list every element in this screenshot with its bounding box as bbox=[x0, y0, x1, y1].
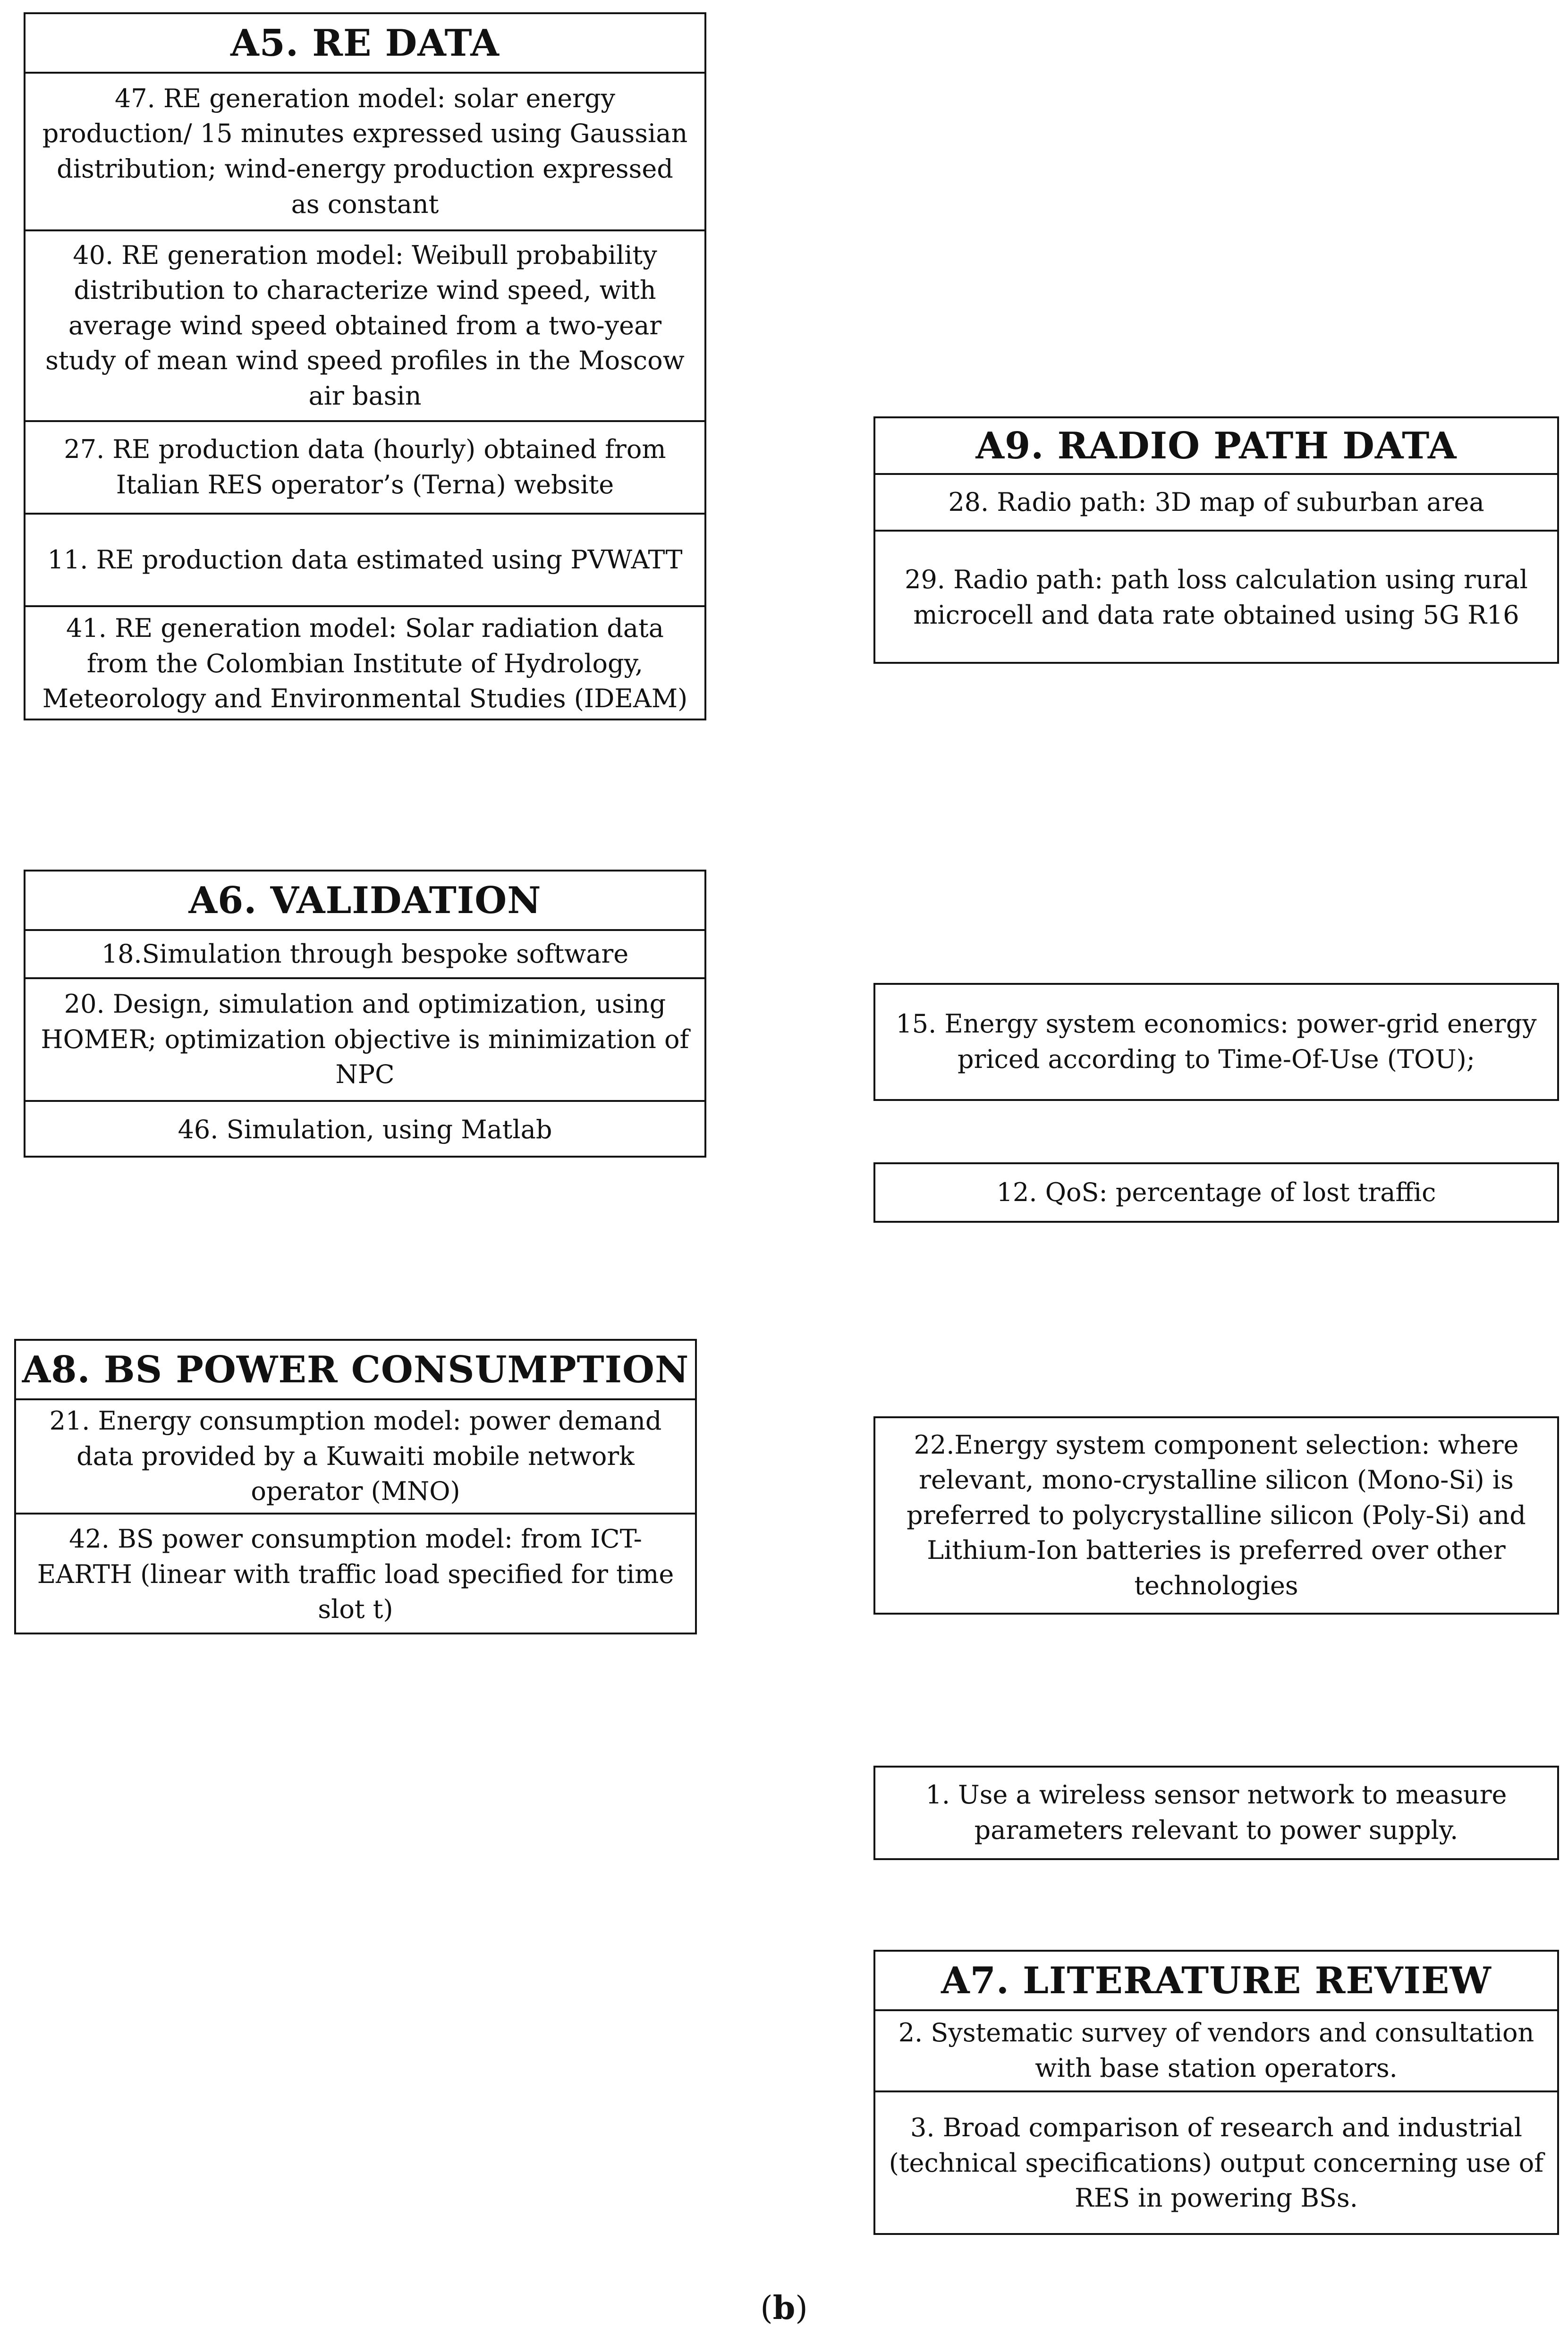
group-a7-literature-review bbox=[873, 1950, 1559, 2235]
caption-open: ( bbox=[760, 2290, 773, 2327]
a5-item-47: 47. RE generation model: solar energy production/ 15 minutes expressed using Gaussian distribution; wind-energy production expressed as constant bbox=[25, 74, 704, 231]
a9-item-28: 28. Radio path: 3D map of suburban area bbox=[875, 475, 1557, 532]
group-a9-title: A9. RADIO PATH DATA bbox=[875, 418, 1557, 475]
a5-item-27: 27. RE production data (hourly) obtained from Italian RES operator’s (Terna) website bbox=[25, 422, 704, 515]
group-a6-title: A6. VALIDATION bbox=[25, 872, 704, 931]
item-12-text: 12. QoS: percentage of lost traffic bbox=[996, 1177, 1436, 1207]
item-22-box bbox=[873, 1416, 1559, 1615]
a6-item-20: 20. Design, simulation and optimization, using HOMER; optimization objective is minimization of NPC bbox=[25, 979, 704, 1102]
group-a9-radio-path-data bbox=[873, 416, 1559, 664]
item-1-text: 1. Use a wireless sensor network to measure parameters relevant to power supply. bbox=[925, 1780, 1507, 1845]
a5-item-11: 11. RE production data estimated using PVWATT bbox=[25, 515, 704, 607]
a8-item-21: 21. Energy consumption model: power demand data provided by a Kuwaiti mobile network operator (MNO) bbox=[16, 1400, 695, 1515]
a7-item-3: 3. Broad comparison of research and industrial (technical specifications) output concerning use of RES in powering BSs. bbox=[889, 2113, 1544, 2213]
figure-caption bbox=[0, 2289, 1568, 2327]
item-15-box bbox=[873, 983, 1559, 1101]
a6-item-46: 46. Simulation, using Matlab bbox=[178, 1114, 552, 1144]
caption-letter: b bbox=[772, 2289, 796, 2327]
group-a8-title: A8. BS POWER CONSUMPTION bbox=[16, 1341, 695, 1400]
item-12-box bbox=[873, 1162, 1559, 1223]
caption-close: ) bbox=[795, 2290, 808, 2327]
item-22-text: 22.Energy system component selection: where relevant, mono-crystalline silicon (Mono-Si) is preferred to polycrystalline silicon (Poly-Si) and Lithium-Ion batteries is preferred over other technologies bbox=[907, 1430, 1526, 1600]
group-a7-title: A7. LITERATURE REVIEW bbox=[875, 1952, 1557, 2011]
item-1-box bbox=[873, 1766, 1559, 1860]
group-a5-title: A5. RE DATA bbox=[25, 14, 704, 74]
a5-item-41: 41. RE generation model: Solar radiation data from the Colombian Institute of Hydrology, Meteorology and Environmental Studies (IDEAM) bbox=[42, 613, 688, 714]
group-a8-bs-power-consumption bbox=[14, 1339, 697, 1634]
a5-item-40: 40. RE generation model: Weibull probability distribution to characterize wind speed, with average wind speed obtained from a two-year study of mean wind speed profiles in the Moscow air basin bbox=[25, 231, 704, 422]
item-15-text: 15. Energy system economics: power-grid energy priced according to Time-Of-Use (TOU); bbox=[896, 1009, 1537, 1074]
group-a5-re-data bbox=[24, 12, 706, 720]
a6-item-18: 18.Simulation through bespoke software bbox=[25, 931, 704, 979]
a8-item-42: 42. BS power consumption model: from ICT-EARTH (linear with traffic load specified for time slot t) bbox=[37, 1524, 674, 1625]
a9-item-29: 29. Radio path: path loss calculation using rural microcell and data rate obtained using 5G R16 bbox=[905, 565, 1528, 630]
a7-item-2: 2. Systematic survey of vendors and consultation with base station operators. bbox=[875, 2011, 1557, 2092]
group-a6-validation bbox=[24, 870, 706, 1158]
